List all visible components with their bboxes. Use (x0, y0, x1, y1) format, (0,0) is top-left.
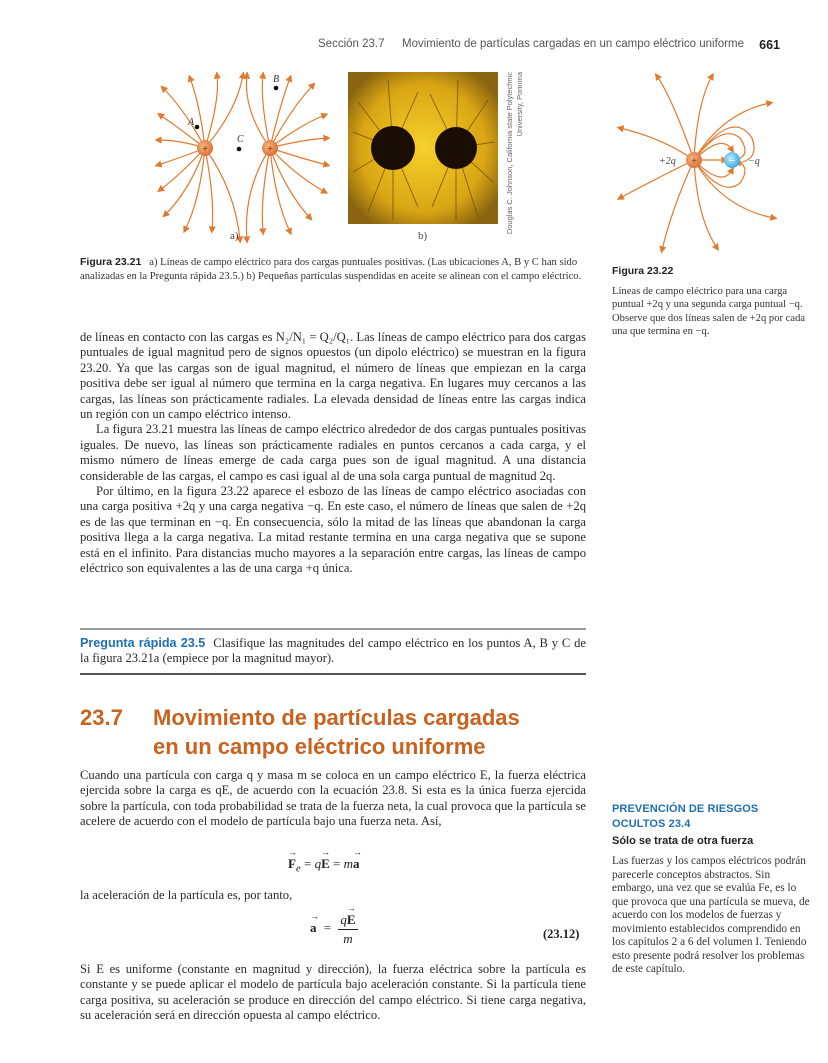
equation-force: → $F_e = q\to E = m\to a$ (288, 856, 360, 875)
paragraph-3: Por último, en la figura 23.22 aparece el esbozo de las líneas de campo eléctrico asociadas con una carga positiva +2q y una carga negativa −q. En este caso, el número de líneas que salen de +2q es de las que terminan en −q. En consecuencia, sólo la mitad de las líneas que abandonan la carga positiva llega a la carga negativa. La mitad restante termina en una carga negativa que se supone está en el infinito. Para distancias mucho mayores a la separación entre cargas, las líneas de campo eléctrico son equivalentes a las de una carga +q única. (80, 484, 586, 576)
caption-text: Líneas de campo eléctrico para una carga puntual +2q y una segunda carga puntual −q. Observe que dos líneas salen de +2q por cada una que termina en −q. (612, 285, 806, 337)
pitfall-prevention-sidebar (612, 802, 812, 977)
svg-text:+: + (691, 156, 697, 167)
paragraph-2: La figura 23.21 muestra las líneas de campo eléctrico alrededor de dos cargas puntuales positivas iguales. De nuevo, las líneas son prácticamente radiales en puntos cercanos a cada carga, y el mismo número de líneas emerge de cada carga pues son de igual magnitud. A una distancia considerable de las cargas, el campo es casi igual al de una sola carga puntual de magnitud 2q. (80, 422, 586, 483)
svg-text:+2q: +2q (659, 156, 676, 167)
body-text-top (80, 330, 586, 577)
equation-acceleration: → a = $\frac{q\to E}{m}$ (310, 912, 358, 947)
caption-label: Figura 23.21 (80, 256, 142, 268)
header-title: Movimiento de partículas cargadas en un campo eléctrico uniforme (402, 38, 744, 50)
paragraph-1: de líneas en contacto con las cargas es N₂/N₁ = Q₂/Q₁. Las líneas de campo eléctrico para dos cargas puntuales de igual magnitud pero de signos opuestos (un dipolo eléctrico) se muestran en la figura 23.20. Ya que las cargas son de igual magnitud, el número de líneas que empiezan en la carga positiva debe ser igual al número que termina en la carga negativa. En lugares muy cercanos a las cargas, las líneas son prácticamente radiales. La elevada densidad de líneas entre las cargas indica un región con un campo eléctrico intenso. (80, 330, 586, 422)
two-positive-charges-diagram (155, 70, 330, 245)
section-paragraph-2: la aceleración de la partícula es, por tanto, (80, 888, 293, 902)
sidebar-title-line1: PREVENCIÓN DE RIESGOS (612, 803, 759, 815)
quick-quiz-text: Clasifique las magnitudes del campo eléctrico en los puntos A, B y C de la figura 23.21a (empiece por la magnitud mayor). (80, 636, 586, 666)
quick-quiz-label: Pregunta rápida 23.5 (80, 636, 206, 650)
svg-text:A: A (188, 117, 195, 128)
svg-text:B: B (273, 74, 280, 85)
svg-text:+: + (202, 144, 208, 155)
caption-label: Figura 23.22 (612, 265, 674, 277)
caption-text: a) Líneas de campo eléctrico para dos cargas puntuales positivas. (Las ubicaciones A, B y C han sido analizadas en la Pregunta rápida 23.5.) b) Pequeñas partículas suspendidas en aceite se alinean con el campo eléctrico. (80, 257, 582, 282)
sidebar-text: Las fuerzas y los campos eléctricos podrán parecerle conceptos abstractos. Sin embargo, una vez que se evalúa Fe, es lo que provoca que una partícula se mueva, de acuerdo con los modelos de fuerzas y movimiento establecidos comprendido en los capítulos 2 a 6 del volumen I. Teniendo esto presente podrá resolver los problemas de este capítulo. (612, 855, 810, 975)
dipole-2q-diagram (612, 68, 807, 258)
svg-text:C: C (237, 134, 244, 145)
figure-23-21b-photo (348, 72, 498, 224)
panel-a-label: a) (230, 230, 239, 242)
oil-particles-photo (348, 72, 498, 224)
svg-text:−: − (728, 155, 736, 167)
page-number: 661 (759, 38, 780, 52)
section-title-line2: en un campo eléctrico uniforme (153, 734, 486, 759)
section-title-line1: Movimiento de partículas cargadas (153, 705, 520, 730)
header-section: Sección 23.7 (318, 38, 385, 50)
quick-quiz-box (80, 628, 586, 675)
figure-23-22-caption (612, 265, 807, 339)
photo-credit: Douglas C. Johnson, California state Polytechnic University, Pomona (505, 72, 524, 235)
sidebar-title-line2: OCULTOS 23.4 (612, 818, 691, 830)
running-header (318, 38, 780, 56)
sidebar-subtitle: Sólo se trata de otra fuerza (612, 835, 754, 847)
figure-23-22-field-lines (612, 68, 807, 258)
svg-text:−q: −q (748, 156, 760, 167)
figure-23-21a-field-lines (155, 70, 330, 245)
figure-23-21-caption (80, 256, 585, 283)
svg-text:+: + (267, 144, 273, 155)
section-number: 23.7 (80, 705, 123, 730)
panel-b-label: b) (418, 230, 428, 242)
equation-number: (23.12) (543, 927, 580, 941)
section-paragraph-1: Cuando una partícula con carga q y masa m se coloca en un campo eléctrico E, la fuerza eléctrica ejercida sobre la carga es qE, de acuerdo con la ecuación 23.8. Si esta es la única fuerza ejercida sobre la partícula, con toda probabilidad se trata de la fuerza neta, la cual provoca que la partícula se acelere de acuerdo con el modelo de partícula bajo una fuerza neta. Así, (80, 768, 586, 829)
section-paragraph-3: Si E es uniforme (constante en magnitud y dirección), la fuerza eléctrica sobre la partícula es constante y se puede aplicar el modelo de partícula bajo aceleración constante. Si la partícula tiene carga positiva, su aceleración se produce en dirección del campo eléctrico. Si tiene carga negativa, su aceleración será en dirección opuesta al campo eléctrico. (80, 962, 586, 1023)
